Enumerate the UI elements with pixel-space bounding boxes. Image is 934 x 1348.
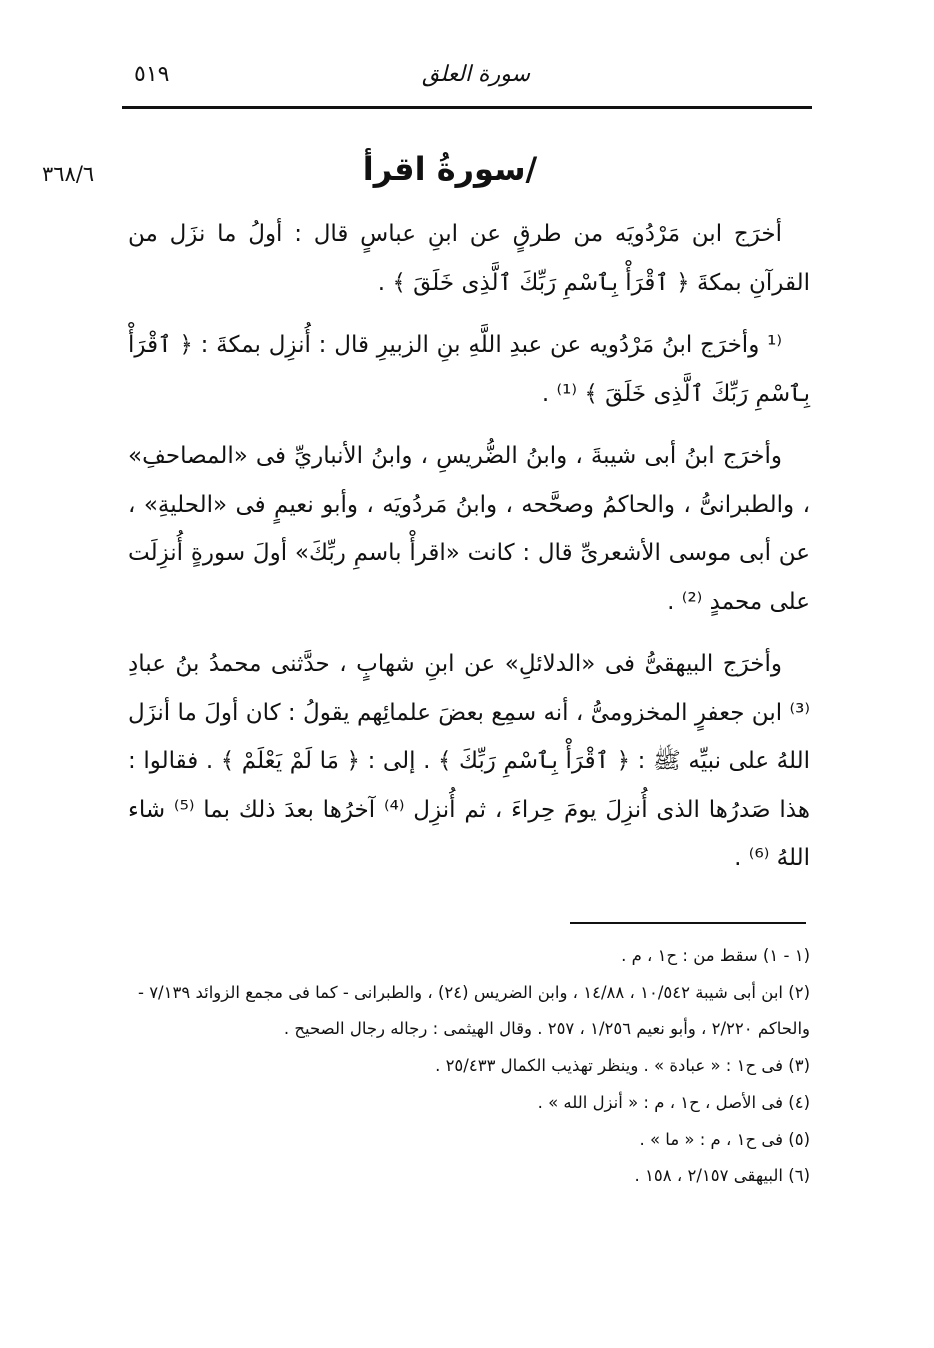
page-number: ٥١٩ <box>134 62 170 87</box>
paragraph: وأخرَج ابنُ أبى شيبةَ ، وابنُ الضُّريسِ ، وابنُ الأنباريِّ فى «المصاحفِ» ، والطبرانىُّ ، والحاكمُ وصحَّحه ، وابنُ مَردُويَه ، وأبو نعيمٍ فى «الحليةِ» ، عن أبى موسى الأشعرىِّ قال : كانت «اقرأْ باسمِ ربِّكَ» أولَ سورةٍ أُنزِلَت على محمدٍ ⁽²⁾ . <box>128 443 810 615</box>
footnote: (٣) فى ح١ : « عبادة » . وينظر تهذيب الكمال ٢٥/٤٣٣ . <box>435 1056 810 1076</box>
header-rule <box>122 106 812 109</box>
footnote: (٥) فى ح١ ، م : « ما » . <box>639 1129 810 1149</box>
running-title: سورة العلق <box>422 62 531 87</box>
main-text <box>128 210 810 897</box>
paragraph: أخرَج ابن مَرْدُويَه من طرقٍ عن ابنِ عباسٍ قال : أولُ ما نزَل من القرآنِ بمكةَ ﴿ ٱقْرَأْ بِٱسْمِ رَبِّكَ ٱلَّذِى خَلَقَ ﴾ . <box>128 221 810 296</box>
footnote: (٤) فى الأصل ، ح١ ، م : « أنزل الله » . <box>537 1092 810 1112</box>
footnotes <box>128 938 810 1195</box>
footnote: (٦) البيهقى ٢/١٥٧ ، ١٥٨ . <box>634 1166 810 1186</box>
surah-title: /سورةُ اقرأ <box>362 150 538 188</box>
footnote: (١ - ١) سقط من : ح١ ، م . <box>621 946 810 965</box>
paragraph: ⁽¹ وأخرَج ابنُ مَرْدُويه عن عبدِ اللَّهِ بنِ الزبيرِ قال : أُنزِل بمكةَ : ﴿ ٱقْرَأْ بِٱسْمِ رَبِّكَ ٱلَّذِى خَلَقَ ﴾ ⁽¹⁾ . <box>128 332 810 407</box>
margin-reference: ٣٦٨/٦ <box>42 162 95 186</box>
footnote-rule <box>570 922 806 924</box>
paragraph: وأخرَج البيهقىُّ فى «الدلائلِ» عن ابنِ شهابٍ ، حدَّثنى محمدُ بنُ عبادِ ⁽³⁾ ابن جعفرٍ المخزومىُّ ، أنه سمِع بعضَ علمائِهم يقولُ : كان أولَ ما أنزَل اللهُ على نبيِّه ﷺ : ﴿ ٱقْرَأْ بِٱسْمِ رَبِّكَ ﴾ . إلى : ﴿ مَا لَمْ يَعْلَمْ ﴾ . فقالوا : هذا صَدرُها الذى أُنزِلَ يومَ حِراءَ ، ثم أُنزِل ⁽⁴⁾ آخرُها بعدَ ذلك بما ⁽⁵⁾ شاء اللهُ ⁽⁶⁾ . <box>128 651 810 871</box>
page-header <box>122 58 812 108</box>
footnote: (٢) ابن أبى شيبة ١٠/٥٤٢ ، ١٤/٨٨ ، وابن الضريس (٢٤) ، والطبرانى - كما فى مجمع الزوائد ٧/١٣٩ - والحاكم ٢/٢٢٠ ، وأبو نعيم ١/٢٥٦ ، ٢٥٧ . وقال الهيثمى : رجاله رجال الصحيح . <box>137 982 810 1039</box>
